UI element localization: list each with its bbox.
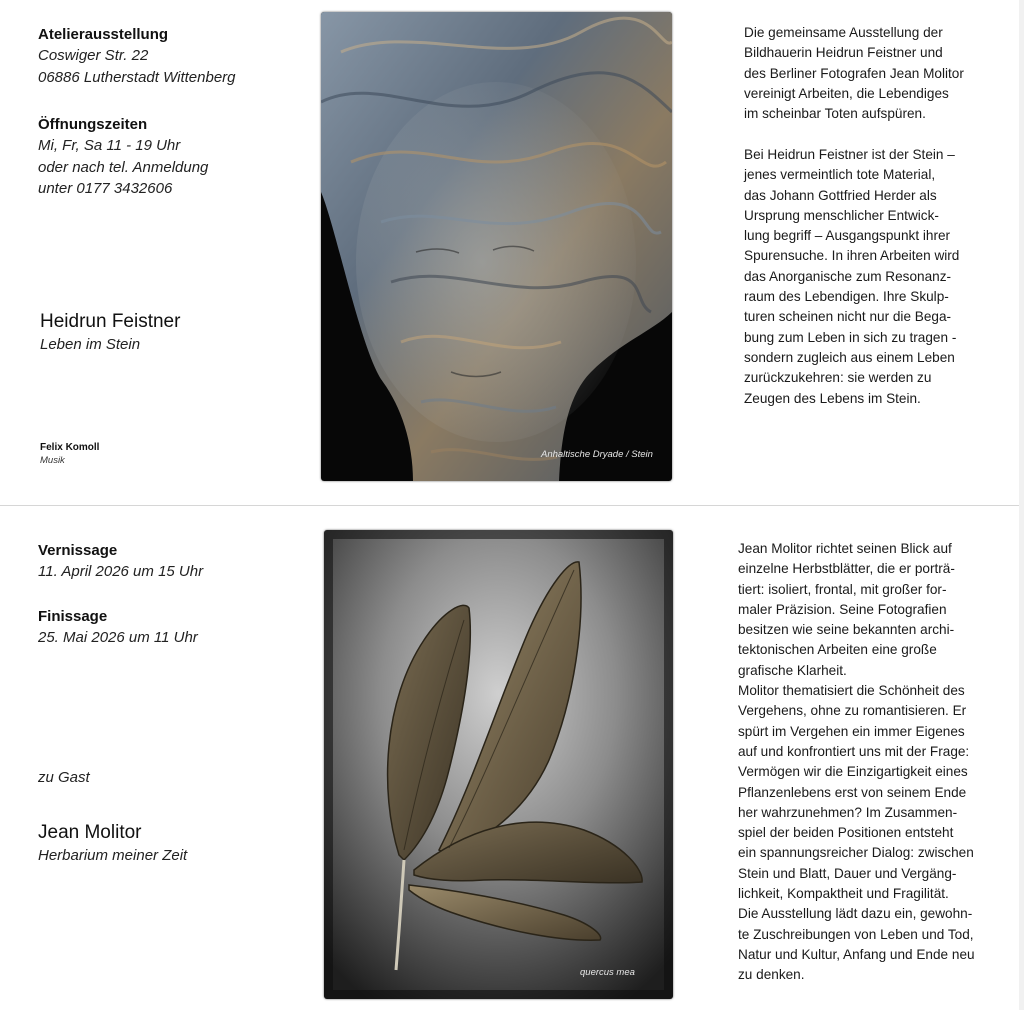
text-line: Bei Heidrun Feistner ist der Stein – bbox=[744, 147, 955, 162]
music-name: Felix Komoll bbox=[40, 442, 100, 453]
page-edge bbox=[1019, 0, 1024, 1010]
text-line: Zeugen des Lebens im Stein. bbox=[744, 390, 921, 406]
artist-name: Heidrun Feistner bbox=[40, 311, 181, 332]
text-line: spiel der beiden Positionen entsteht bbox=[738, 825, 954, 841]
text-line: raum des Lebendigen. Ihre Skulp- bbox=[744, 289, 949, 305]
text-line: zu denken. bbox=[738, 967, 805, 983]
hours-list bbox=[38, 135, 208, 200]
text-line: her wahrzunehmen? Im Zusammen- bbox=[738, 804, 958, 820]
text-line: Vergehens, ohne zu romantisieren. Er bbox=[738, 703, 967, 719]
text-line: auf und konfrontiert uns mit der Frage: bbox=[738, 743, 970, 759]
venue-title: Atelierausstellung bbox=[38, 26, 169, 43]
text-line: Stein und Blatt, Dauer und Vergäng- bbox=[738, 865, 957, 881]
text-line: te Zuschreibungen von Leben und Tod, bbox=[738, 926, 974, 942]
address-line: Coswiger Str. 22 bbox=[38, 47, 149, 64]
hours-line: oder nach tel. Anmeldung bbox=[38, 158, 209, 176]
text-line: Bildhauerin Heidrun Feistner und bbox=[744, 45, 943, 61]
text-line: tektonischen Arbeiten eine große bbox=[738, 642, 937, 658]
finissage-title: Finissage bbox=[38, 608, 108, 625]
text-line: vereinigt Arbeiten, die Lebendiges bbox=[744, 85, 949, 101]
text-line: im scheinbar Toten aufspüren. bbox=[744, 106, 926, 122]
text-line: spürt im Vergehen ein immer Eigenes bbox=[738, 723, 965, 739]
text-line: jenes vermeintlich tote Material, bbox=[744, 167, 936, 183]
text-line: Vermögen wir die Einzigartigkeit eines bbox=[738, 764, 968, 780]
guest-artist-subtitle: Herbarium meiner Zeit bbox=[38, 847, 188, 864]
sculpture-photo bbox=[321, 12, 672, 481]
text-line: ein spannungsreicher Dialog: zwischen bbox=[738, 845, 974, 861]
vernissage-date: 11. April 2026 um 15 Uhr bbox=[38, 563, 204, 580]
leaf-caption: quercus mea bbox=[580, 967, 635, 978]
text-line: das Johann Gottfried Herder als bbox=[744, 187, 937, 203]
text-line: grafische Klarheit. bbox=[738, 662, 847, 678]
guest-artist-block bbox=[38, 821, 187, 867]
address-line: 06886 Lutherstadt Wittenberg bbox=[38, 68, 236, 86]
text-line: einzelne Herbstblätter, die er porträ- bbox=[738, 561, 955, 577]
text-line: besitzen wie seine bekannten archi- bbox=[738, 622, 955, 638]
bottom-panel bbox=[0, 505, 1024, 1010]
hours-line: Mi, Fr, Sa 11 - 19 Uhr bbox=[38, 137, 181, 154]
text-line: maler Präzision. Seine Fotografien bbox=[738, 601, 947, 617]
text-line: Ursprung menschlicher Entwick- bbox=[744, 207, 939, 223]
hours-line: unter 0177 3432606 bbox=[38, 180, 173, 197]
sculpture-caption: Anhaltische Dryade / Stein bbox=[541, 449, 653, 460]
venue-block bbox=[38, 24, 236, 88]
guest-label: zu Gast bbox=[38, 769, 90, 786]
vernissage-title: Vernissage bbox=[38, 542, 118, 559]
text-line: des Berliner Fotografen Jean Molitor bbox=[744, 65, 964, 81]
artist-block bbox=[40, 310, 180, 356]
text-line: lung begriff – Ausgangspunkt ihrer bbox=[744, 228, 951, 244]
text-line: Die gemeinsame Ausstellung der bbox=[744, 25, 943, 40]
text-line: zurückzukehren: sie werden zu bbox=[744, 370, 932, 386]
intro-paragraph bbox=[744, 23, 964, 124]
text-line: bung zum Leben in sich zu tragen - bbox=[744, 329, 957, 345]
artist-subtitle: Leben im Stein bbox=[40, 336, 141, 353]
finissage-date: 25. Mai 2026 um 11 Uhr bbox=[38, 629, 198, 646]
hours-block bbox=[38, 114, 208, 200]
leaf-image bbox=[324, 530, 673, 999]
molitor-paragraph bbox=[738, 539, 975, 986]
text-line: tiert: isoliert, frontal, mit großer for- bbox=[738, 581, 947, 597]
music-block bbox=[40, 441, 99, 467]
text-line: Molitor thematisiert die Schönheit des bbox=[738, 683, 965, 699]
finissage-block bbox=[38, 606, 198, 649]
text-line: turen scheinen nicht nur die Bega- bbox=[744, 309, 952, 325]
text-line: Natur und Kultur, Anfang und Ende neu bbox=[738, 946, 975, 962]
sculpture-image bbox=[321, 12, 672, 481]
venue-address bbox=[38, 45, 236, 88]
text-line: das Anorganische zum Resonanz- bbox=[744, 268, 952, 284]
leaf-photo bbox=[324, 530, 673, 999]
text-line: Pflanzenlebens erst von seinem Ende bbox=[738, 784, 967, 800]
text-line: sondern zugleich aus einem Leben bbox=[744, 349, 955, 365]
text-line: Die Ausstellung lädt dazu ein, gewohn- bbox=[738, 906, 973, 922]
music-label: Musik bbox=[40, 455, 65, 466]
text-line: Spurensuche. In ihren Arbeiten wird bbox=[744, 248, 960, 264]
vernissage-block bbox=[38, 540, 203, 583]
text-line: Jean Molitor richtet seinen Blick auf bbox=[738, 541, 952, 556]
hours-title: Öffnungszeiten bbox=[38, 116, 148, 133]
guest-artist-name: Jean Molitor bbox=[38, 822, 142, 843]
text-line: lichkeit, Kompaktheit und Fragilität. bbox=[738, 886, 949, 902]
feistner-paragraph bbox=[744, 145, 959, 409]
